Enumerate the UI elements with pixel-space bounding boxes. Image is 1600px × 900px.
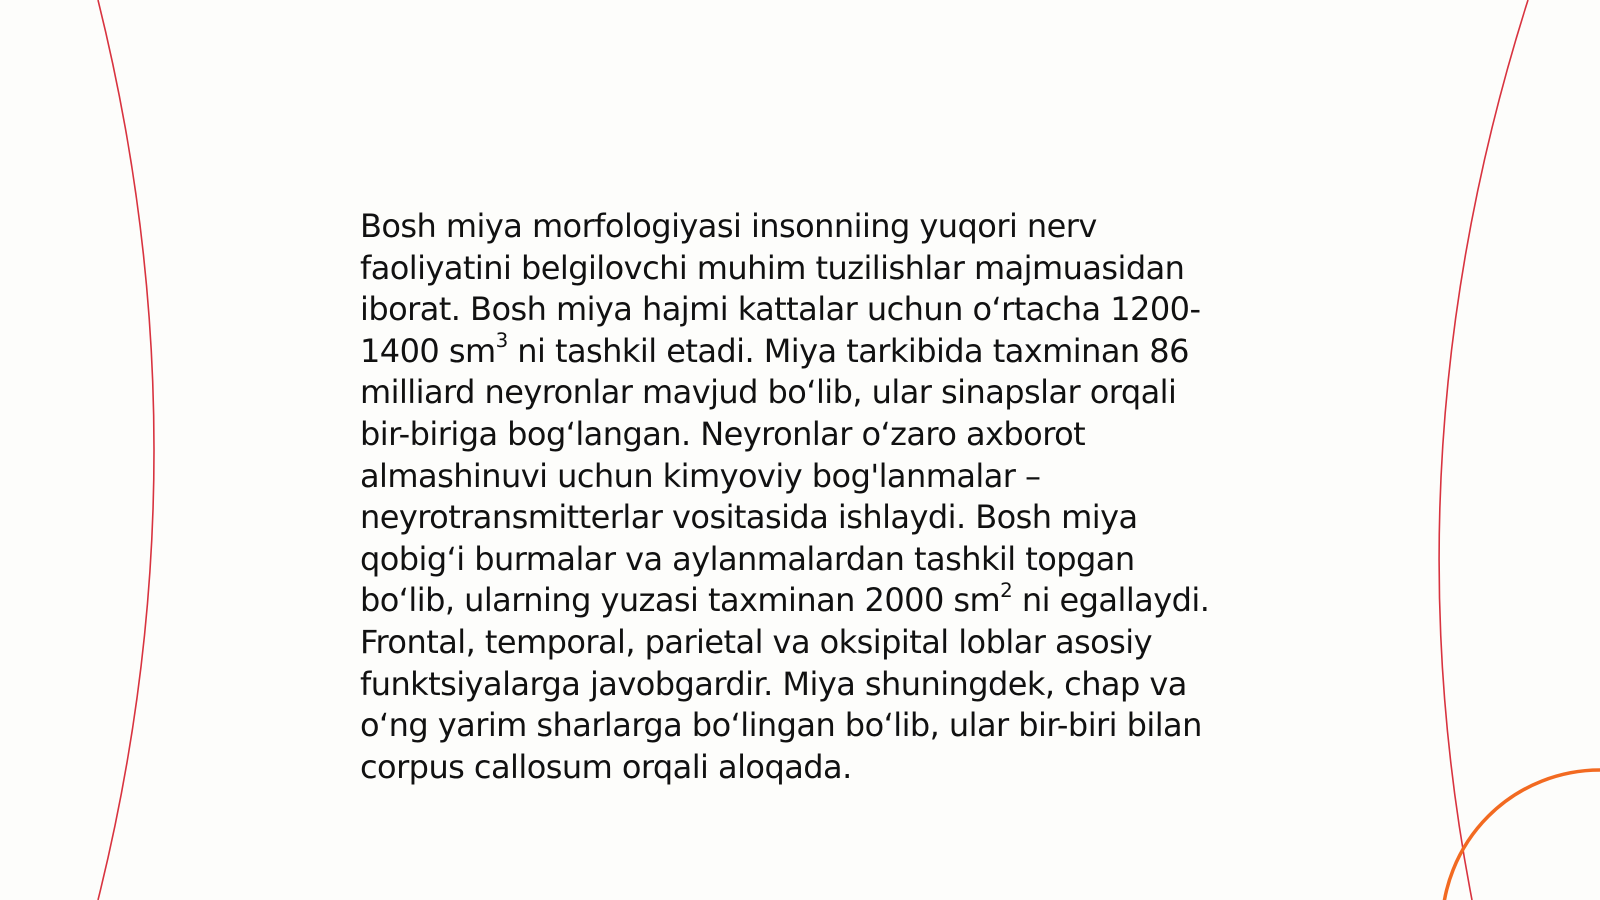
text-line: funktsiyalarga javobgardir. Miya shuningdek, chap va: [360, 664, 1187, 703]
text-segment: bo‘lib, ularning yuzasi taxminan 2000 sm: [360, 581, 1001, 620]
text-line: faoliyatini belgilovchi muhim tuzilishlar majmuasidan: [360, 248, 1185, 287]
text-segment: 1400 sm: [360, 331, 496, 370]
text-line: Bosh miya morfologiyasi insonniing yuqori nerv: [360, 207, 1097, 245]
text-line: almashinuvi uchun kimyoviy bog'lanmalar –: [360, 456, 1041, 495]
text-line: bir-biriga bog‘langan. Neyronlar o‘zaro axborot: [360, 414, 1086, 453]
superscript: 3: [495, 329, 508, 353]
text-line: o‘ng yarim sharlarga bo‘lingan bo‘lib, ular bir-biri bilan: [360, 706, 1202, 745]
text-segment: ni egallaydi.: [1012, 581, 1210, 620]
orange-arc: [1442, 770, 1600, 900]
text-line: [360, 331, 1260, 373]
text-line: corpus callosum orqali aloqada.: [360, 747, 852, 786]
left-curve-line: [98, 0, 154, 900]
text-segment: ni tashkil etadi. Miya tarkibida taxminan 86: [507, 331, 1189, 370]
text-line: milliard neyronlar mavjud bo‘lib, ular sinapslar orqali: [360, 373, 1177, 412]
text-line: Frontal, temporal, parietal va oksipital loblar asosiy: [360, 622, 1153, 661]
text-line: qobig‘i burmalar va aylanmalardan tashkil topgan: [360, 539, 1135, 578]
superscript: 2: [1000, 578, 1013, 602]
right-curve-line: [1439, 0, 1528, 900]
text-line: [360, 580, 1260, 622]
text-line: iborat. Bosh miya hajmi kattalar uchun o‘rtacha 1200-: [360, 290, 1201, 329]
text-line: neyrotransmitterlar vositasida ishlaydi. Bosh miya: [360, 498, 1138, 537]
body-text: [360, 206, 1260, 788]
